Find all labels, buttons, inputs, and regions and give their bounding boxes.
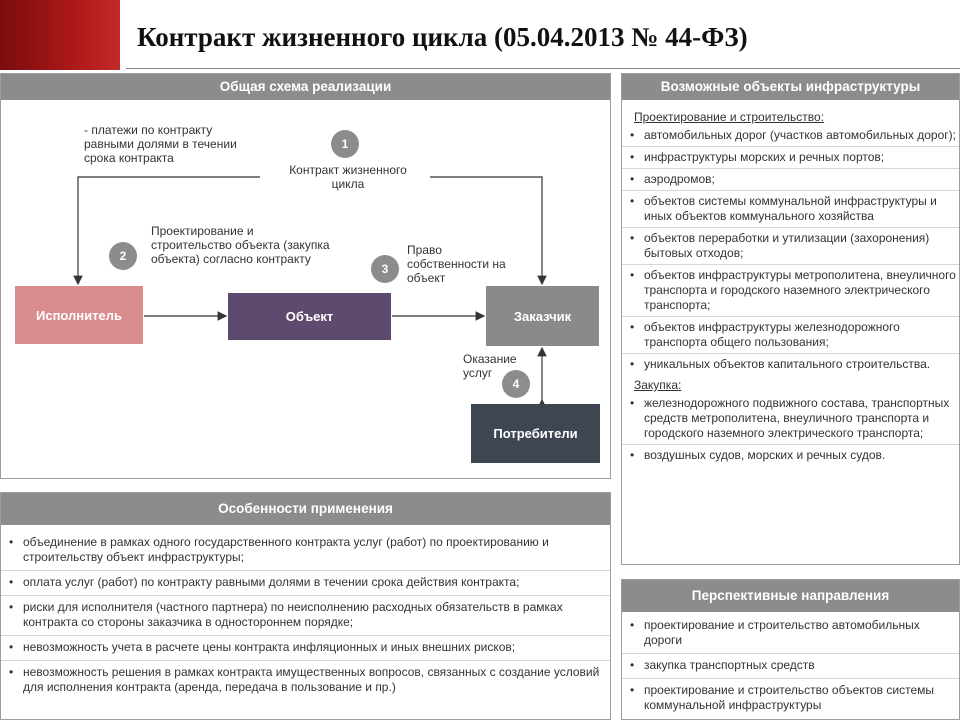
list-item: • невозможность учета в расчете цены контракта инфляционных и иных внешних рисков; [1,640,610,661]
objects-panel [621,73,960,565]
list-item: • аэродромов; [622,172,959,191]
consumers-box: Потребители [471,404,600,463]
design-heading: Проектирование и строительство: [634,110,825,124]
list-item: • объектов инфраструктуры железнодорожного транспорта общего пользования; [622,320,959,354]
features-panel [0,492,611,720]
customer-box: Заказчик [486,286,599,346]
step-4-badge: 4 [502,370,530,398]
step-1-badge: 1 [331,130,359,158]
step-2-badge: 2 [109,242,137,270]
list-item: • объектов системы коммунальной инфраструктуры и иных объектов коммунального хозяйства [622,194,959,228]
list-item: • объектов переработки и утилизации (захоронения) бытовых отходов; [622,231,959,265]
prospects-header: Перспективные направления [622,580,959,612]
step-3-badge: 3 [371,255,399,283]
list-item: • проектирование и строительство объектов системы коммунальной инфраструктуры [622,683,959,713]
list-item: • риски для исполнителя (частного партнера) по неисполнению расходных обязательств в рамках контракта со стороны заказчика в одностороннем порядке; [1,600,610,636]
purchase-heading: Закупка: [634,378,682,392]
list-item: • объединение в рамках одного государственного контракта услуг (работ) по проектированию и строительству объект инфраструктуры; [1,535,610,571]
contract-label: Контракт жизненного цикла [282,163,414,191]
list-item: • закупка транспортных средств [622,658,959,679]
list-item: • железнодорожного подвижного состава, транспортных средств метрополитена, внеуличного транспорта и городского наземного электрического транспорта; [622,396,959,445]
executor-box: Исполнитель [15,286,143,344]
page-title: Контракт жизненного цикла (05.04.2013 № 44-ФЗ) [137,22,748,52]
service-note: Оказание услуг [463,352,517,380]
features-header: Особенности применения [1,493,610,525]
design-note: Проектирование и строительство объекта (закупка объекта) согласно контракту [151,224,330,266]
purchase-list [622,396,959,463]
payments-note: - платежи по контракту равными долями в течении срока контракта [84,123,237,165]
list-item: • оплата услуг (работ) по контракту равными долями в течении срока действия контракта; [1,575,610,596]
list-item: • проектирование и строительство автомобильных дороги [622,618,959,654]
list-item: • автомобильных дорог (участков автомобильных дорог); [622,128,959,147]
design-list [622,128,959,375]
prospects-panel [621,579,960,720]
list-item: • невозможность решения в рамках контракта имущественных вопросов, связанных с создание условий для исполнения контракта (аренда, передача в пользование и пр.) [1,665,610,695]
ownership-note: Право собственности на объект [407,243,506,285]
prospects-list [622,612,959,713]
title-divider [126,68,960,69]
list-item: • воздушных судов, морских и речных судов. [622,448,959,463]
title-accent-bar [0,0,120,70]
features-list [1,525,610,695]
scheme-header: Общая схема реализации [1,74,610,100]
objects-header: Возможные объекты инфраструктуры [622,74,959,100]
list-item: • уникальных объектов капитального строительства. [622,357,959,375]
object-box: Объект [228,293,391,340]
list-item: • инфраструктуры морских и речных портов; [622,150,959,169]
list-item: • объектов инфраструктуры метрополитена, внеуличного транспорта и городского наземного электрического транспорта; [622,268,959,317]
